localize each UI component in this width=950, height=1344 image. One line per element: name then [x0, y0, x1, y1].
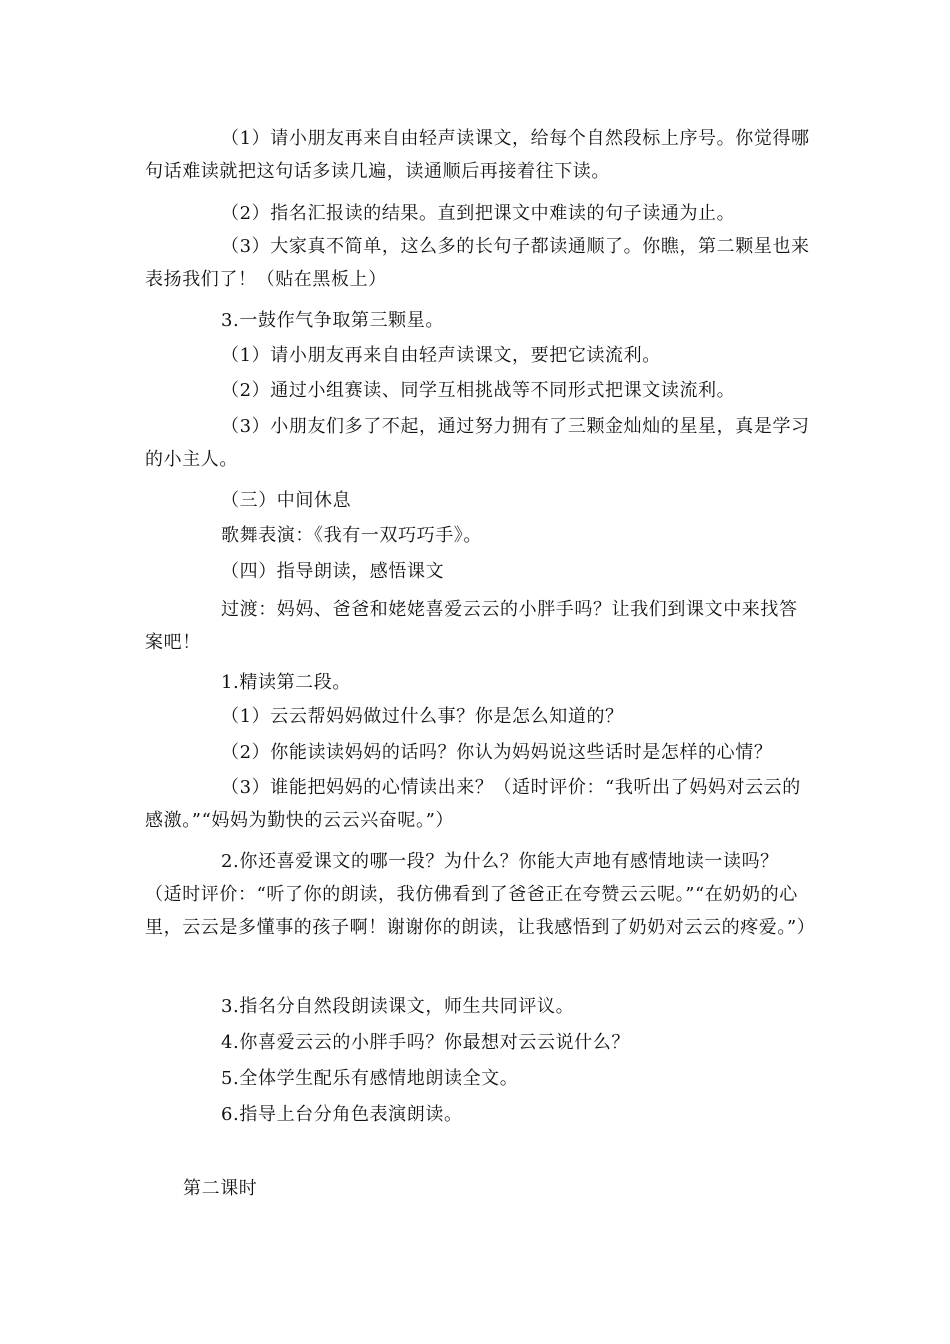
paragraph-3: （3）大家真不简单，这么多的长句子都读通顺了。你瞧，第二颗星也来表扬我们了！（贴在黑板上）: [145, 236, 810, 290]
paragraph-7: （3）小朋友们多了不起，通过努力拥有了三颗金灿灿的星星，真是学习的小主人。: [145, 416, 810, 470]
paragraph-16: 2.你还喜爱课文的哪一段？为什么？你能大声地有感情地读一读吗？（适时评价：“听了你的朗读，我仿佛看到了爸爸正在夸赞云云呢。”“在奶奶的心里，云云是多懂事的孩子啊！谢谢你的朗读，让我感悟到了奶奶对云云的疼爱。”）: [145, 851, 816, 938]
paragraph-10: （四）指导朗读，感悟课文: [221, 561, 445, 582]
paragraph-13: （1）云云帮妈妈做过什么事？你是怎么知道的？: [221, 706, 624, 727]
paragraph-18: 4.你喜爱云云的小胖手吗？你最想对云云说什么？: [221, 1032, 630, 1053]
paragraph-19: 5.全体学生配乐有感情地朗读全文。: [221, 1068, 519, 1089]
paragraph-15: （3）谁能把妈妈的心情读出来？（适时评价：“我听出了妈妈对云云的感激。”“妈妈为勤快的云云兴奋呢。”）: [145, 777, 801, 831]
paragraph-5: （1）请小朋友再来自由轻声读课文，要把它读流利。: [221, 345, 661, 366]
paragraph-11: 过渡：妈妈、爸爸和姥姥喜爱云云的小胖手吗？让我们到课文中来找答案吧！: [145, 599, 798, 653]
paragraph-14: （2）你能读读妈妈的话吗？你认为妈妈说这些话时是怎样的心情？: [221, 742, 773, 763]
paragraph-17: 3.指名分自然段朗读课文，师生共同评议。: [221, 996, 575, 1017]
paragraph-12: 1.精读第二段。: [221, 672, 351, 693]
paragraph-6: （2）通过小组赛读、同学互相挑战等不同形式把课文读流利。: [221, 380, 736, 401]
paragraph-2: （2）指名汇报读的结果。直到把课文中难读的句子读通为止。: [221, 203, 736, 224]
paragraph-20: 6.指导上台分角色表演朗读。: [221, 1104, 463, 1125]
paragraph-9: 歌舞表演：《我有一双巧巧手》。: [221, 525, 482, 546]
paragraph-4: 3.一鼓作气争取第三颗星。: [221, 310, 444, 331]
paragraph-1: （1）请小朋友再来自由轻声读课文，给每个自然段标上序号。你觉得哪句话难读就把这句话多读几遍，读通顺后再接着往下读。: [145, 128, 810, 182]
section-heading: 第二课时: [183, 1178, 258, 1199]
paragraph-8: （三）中间休息: [221, 490, 352, 511]
